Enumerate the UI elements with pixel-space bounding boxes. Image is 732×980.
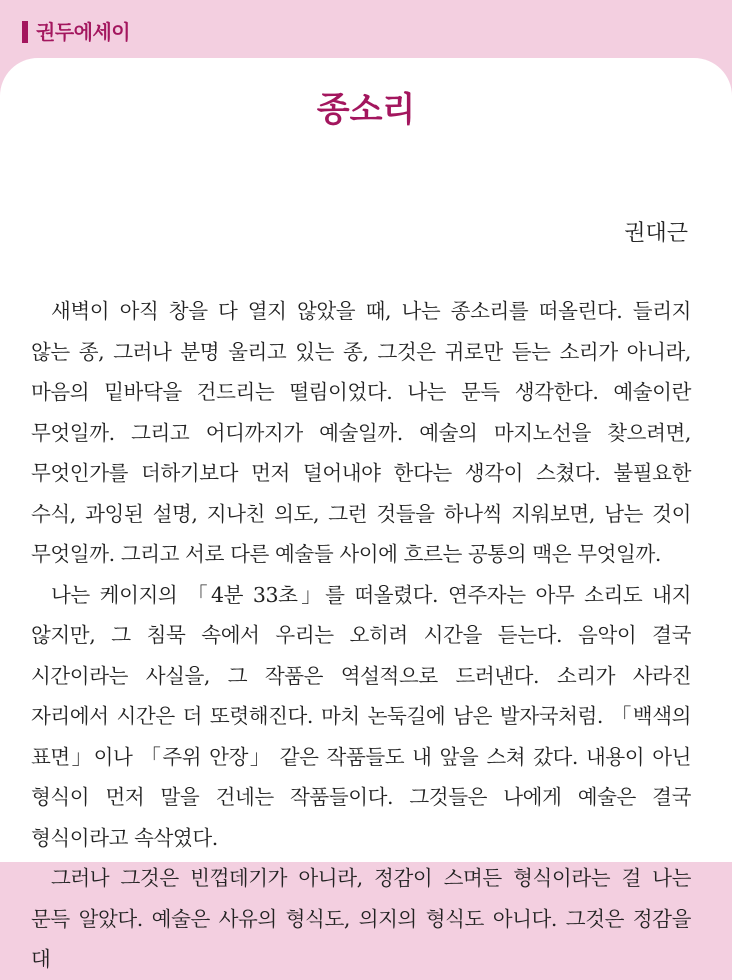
paragraph-1: 새벽이 아직 창을 다 열지 않았을 때, 나는 종소리를 떠올린다. 들리지 않는 종, 그러나 분명 울리고 있는 종, 그것은 귀로만 듣는 소리가 아니라, 마음의 밑바닥을 건드리는 떨림이었다. 나는 문득 생각한다. 예술이란 무엇일까. 그리고 어디까지가 예술일까. 예술의 마지노선을 찾으려면, 무엇인가를 더하기보다 먼저 덜어내야 한다는 생각이 스쳤다. 불필요한 수식, 과잉된 설명, 지나친 의도, 그런 것들을 하나씩 지워보면, 남는 것이 무엇일까. 그리고 서로 다른 예술들 사이에 흐르는 공통의 맥은 무엇일까.	[31, 299, 691, 566]
section-marker	[22, 21, 28, 43]
essay-author: 권대근	[624, 221, 688, 246]
essay-body	[31, 291, 691, 980]
paragraph-2: 나는 케이지의 「4분 33초」를 떠올렸다. 연주자는 아무 소리도 내지 않지만, 그 침묵 속에서 우리는 오히려 시간을 듣는다. 음악이 결국 시간이라는 사실을, 그 작품은 역설적으로 드러낸다. 소리가 사라진 자리에서 시간은 더 또렷해진다. 마치 논둑길에 남은 발자국처럼. 「백색의 표면」이나 「주위 안장」 같은 작품들도 내 앞을 스쳐 갔다. 내용이 아닌 형식이 먼저 말을 건네는 작품들이다. 그것들은 나에게 예술은 결국 형식이라고 속삭였다.	[31, 582, 691, 850]
section-label: 권두에세이	[36, 20, 131, 44]
paragraph-3: 그러나 그것은 빈껍데기가 아니라, 정감이 스며든 형식이라는 걸 나는 문득 알았다. 예술은 사유의 형식도, 의지의 형식도 아니다. 그것은 정감을 대	[31, 866, 691, 971]
essay-title: 종소리	[316, 90, 416, 130]
